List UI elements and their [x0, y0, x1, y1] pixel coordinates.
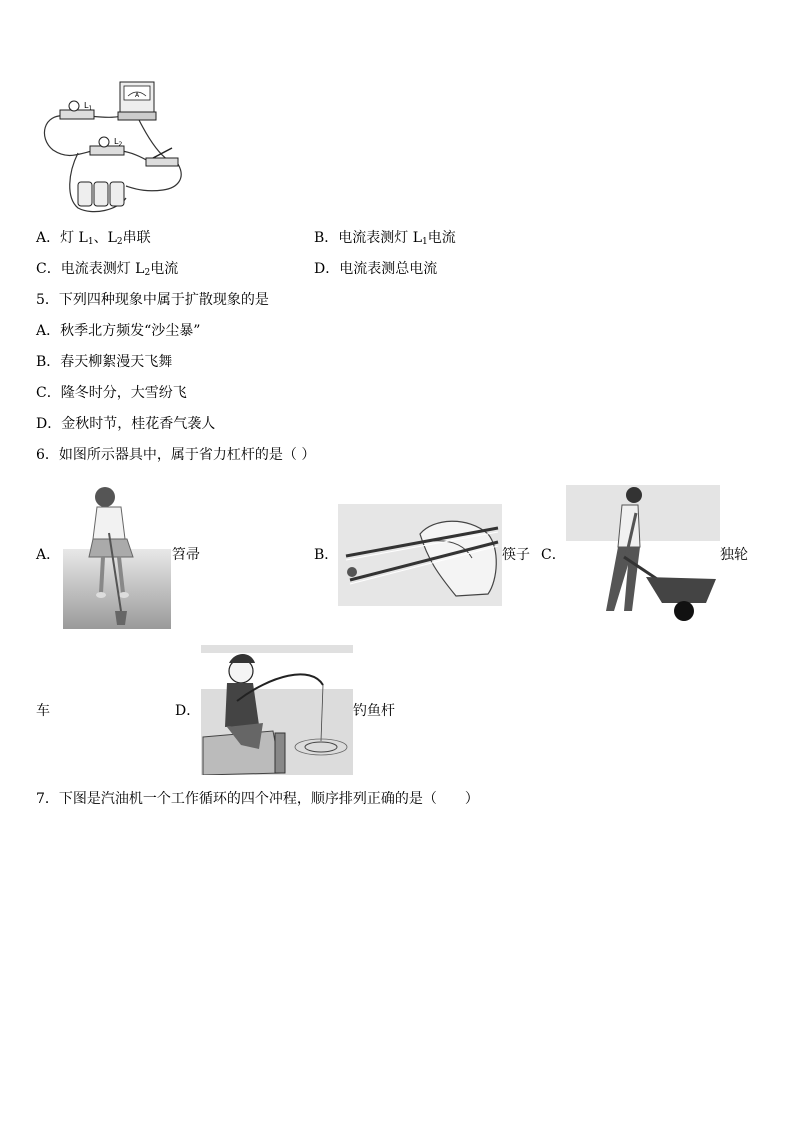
q5-option-b: B．春天柳絮漫天飞舞 [36, 354, 173, 370]
circuit-l1-label: L [84, 101, 89, 110]
q6-option-d-label: 钓鱼杆 [353, 703, 395, 719]
q5-option-d: D．金秋时节，桂花香气袭人 [36, 416, 216, 432]
q5-stem: 5．下列四种现象中属于扩散现象的是 [36, 292, 269, 308]
wheelbarrow-image [566, 485, 720, 625]
chopsticks-image [338, 504, 502, 606]
q4-option-d: D．电流表测总电流 [314, 261, 438, 277]
fishing-image [201, 645, 353, 775]
circuit-l2-label: L [114, 137, 119, 146]
ammeter-label: A [135, 92, 140, 99]
q6-option-d-letter: D． [175, 703, 201, 719]
q6-option-a-label: 笤帚 [172, 547, 200, 563]
q6-option-c-label-1: 独轮 [720, 547, 748, 563]
q6-option-c-label-2: 车 [36, 703, 50, 719]
circuit-l2-sub: 2 [118, 141, 123, 148]
q4-option-b: B．电流表测灯 $L_1$电流 [314, 230, 456, 247]
q4-option-a: A．灯 $L_1$、$L_2$串联 [36, 230, 151, 247]
q6-option-a-letter: A． [36, 547, 61, 563]
q5-option-c: C．隆冬时分，大雪纷飞 [36, 385, 187, 401]
circuit-l1-sub: 1 [88, 105, 93, 112]
q6-option-b-letter: B． [314, 547, 339, 563]
circuit-figure [38, 78, 188, 218]
q6-option-b-label: 筷子 [502, 547, 530, 563]
q4-option-c: C．电流表测灯 $L_2$电流 [36, 261, 179, 278]
q6-option-c-letter: C． [541, 547, 566, 563]
q6-stem: 6．如图所示器具中，属于省力杠杆的是（ ） [36, 447, 316, 463]
broom-image [63, 483, 171, 629]
q5-option-a: A．秋季北方频发“沙尘暴” [36, 323, 201, 339]
q7-stem: 7．下图是汽油机一个工作循环的四个冲程，顺序排列正确的是（ ） [36, 791, 479, 807]
